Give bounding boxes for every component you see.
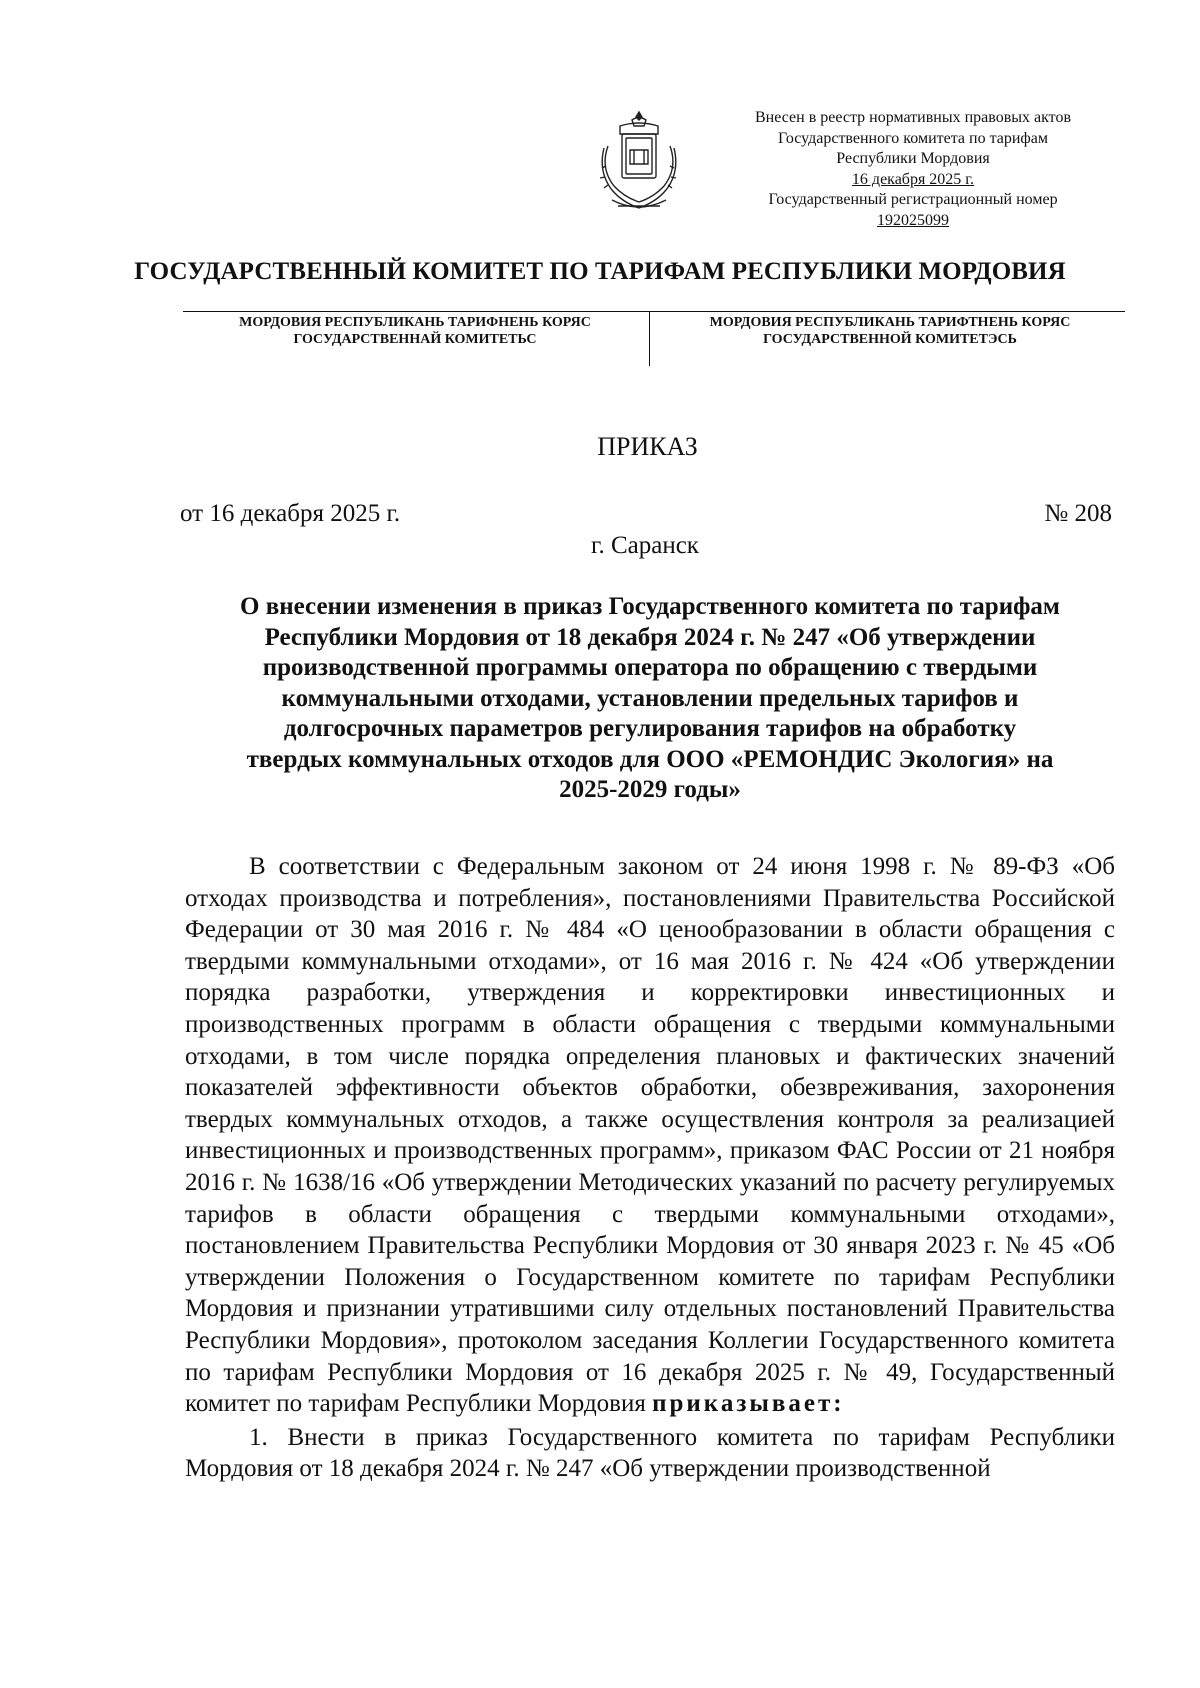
heading-line: 2025-2029 годы»: [559, 776, 741, 803]
order-date: от 16 декабря 2025 г.: [180, 500, 401, 527]
registry-line: Государственный регистрационный номер: [768, 191, 1058, 208]
registry-number: 192025099: [877, 211, 949, 229]
header-rule: [183, 311, 1125, 312]
registry-stamp: [728, 108, 1098, 231]
order-city: г. Саранск: [591, 532, 699, 559]
registry-line: Государственного комитета по тарифам: [777, 129, 1049, 147]
registry-line: Республики Мордовия: [836, 150, 990, 167]
registry-date: 16 декабря 2025 г.: [851, 170, 975, 188]
heading-line: О внесении изменения в приказ Государственного комитета по тарифам: [240, 593, 1060, 620]
heading-line: коммунальными отходами, установлении предельных тарифов и: [281, 684, 1019, 712]
heading-line: производственной программы оператора по обращению с твердыми: [262, 654, 1038, 681]
erzya-line: ГОСУДАРСТВЕННОЙ КОМИТЕТЭСЬ: [763, 332, 1017, 347]
document-type: ПРИКАЗ: [597, 432, 698, 461]
heading-line: долгосрочных параметров регулирования тарифов на обработку: [283, 715, 1017, 742]
moksha-line: ГОСУДАРСТВЕННАЙ КОМИТЕТЬС: [293, 332, 537, 347]
heading-line: твердых коммунальных отходов для ООО «РЕМОНДИС Экология» на: [246, 745, 1054, 773]
committee-name-erzya: [660, 314, 1120, 348]
order-heading: [170, 592, 1130, 806]
moksha-line: МОРДОВИЯ РЕСПУБЛИКАНЬ ТАРИФНЕНЬ КОРЯС: [239, 315, 591, 330]
erzya-line: МОРДОВИЯ РЕСПУБЛИКАНЬ ТАРИФТНЕНЬ КОРЯС: [709, 315, 1071, 330]
orders-word: приказывает:: [652, 1390, 845, 1418]
heading-line: Республики Мордовия от 18 декабря 2024 г. № 247 «Об утверждении: [264, 623, 1036, 651]
order-number: № 208: [1044, 500, 1112, 527]
order-item-1: 1. Внести в приказ Государственного комитета по тарифам Республики Мордовия от 18 декабря 2024 г. № 247 «Об утверждении производственной: [185, 1423, 1115, 1483]
order-body: [185, 851, 1115, 1485]
registry-line: Внесен в реестр нормативных правовых актов: [755, 109, 1071, 126]
committee-title: ГОСУДАРСТВЕННЫЙ КОМИТЕТ ПО ТАРИФАМ РЕСПУБЛИКИ МОРДОВИЯ: [134, 258, 1066, 285]
preamble-text: В соответствии с Федеральным законом от 24 июня 1998 г. № 89-ФЗ «Об отходах производства и потребления», постановлениями Правительства Российской Федерации от 30 мая 2016 г. № 484 «О ценообразовании в области обращения с твердыми коммунальными отходами», от 16 мая 2016 г. № 424 «Об утверждении порядка разработки, утверждения и корректировки инвестиционных и производственных программ в области обращения с твердыми коммунальными отходами, в том числе порядка определения плановых и фактических значений показателей эффективности объектов обработки, обезвреживания, захоронения твердых коммунальных отходов, а также осуществления контроля за реализацией инвестиционных и производственных программ», приказом ФАС России от 21 ноября 2016 г. № 1638/16 «Об утверждении Методических указаний по расчету регулируемых тарифов в области обращения с твердыми коммунальными отходами», постановлением Правительства Республики Мордовия от 30 января 2023 г. № 45 «Об утверждении Положения о Государственном комитете по тарифам Республики Мордовия и признании утратившими силу отдельных постановлений Правительства Республики Мордовия», протоколом заседания Коллегии Государственного комитета по тарифам Республики Мордовия от 16 декабря 2025 г. № 49, Государственный комитет по тарифам Республики Мордовия: [185, 853, 1115, 1418]
header-divider: [649, 312, 650, 366]
preamble-paragraph: [185, 851, 1115, 1420]
committee-name-moksha: [190, 314, 640, 348]
coat-of-arms-icon: [590, 108, 688, 216]
